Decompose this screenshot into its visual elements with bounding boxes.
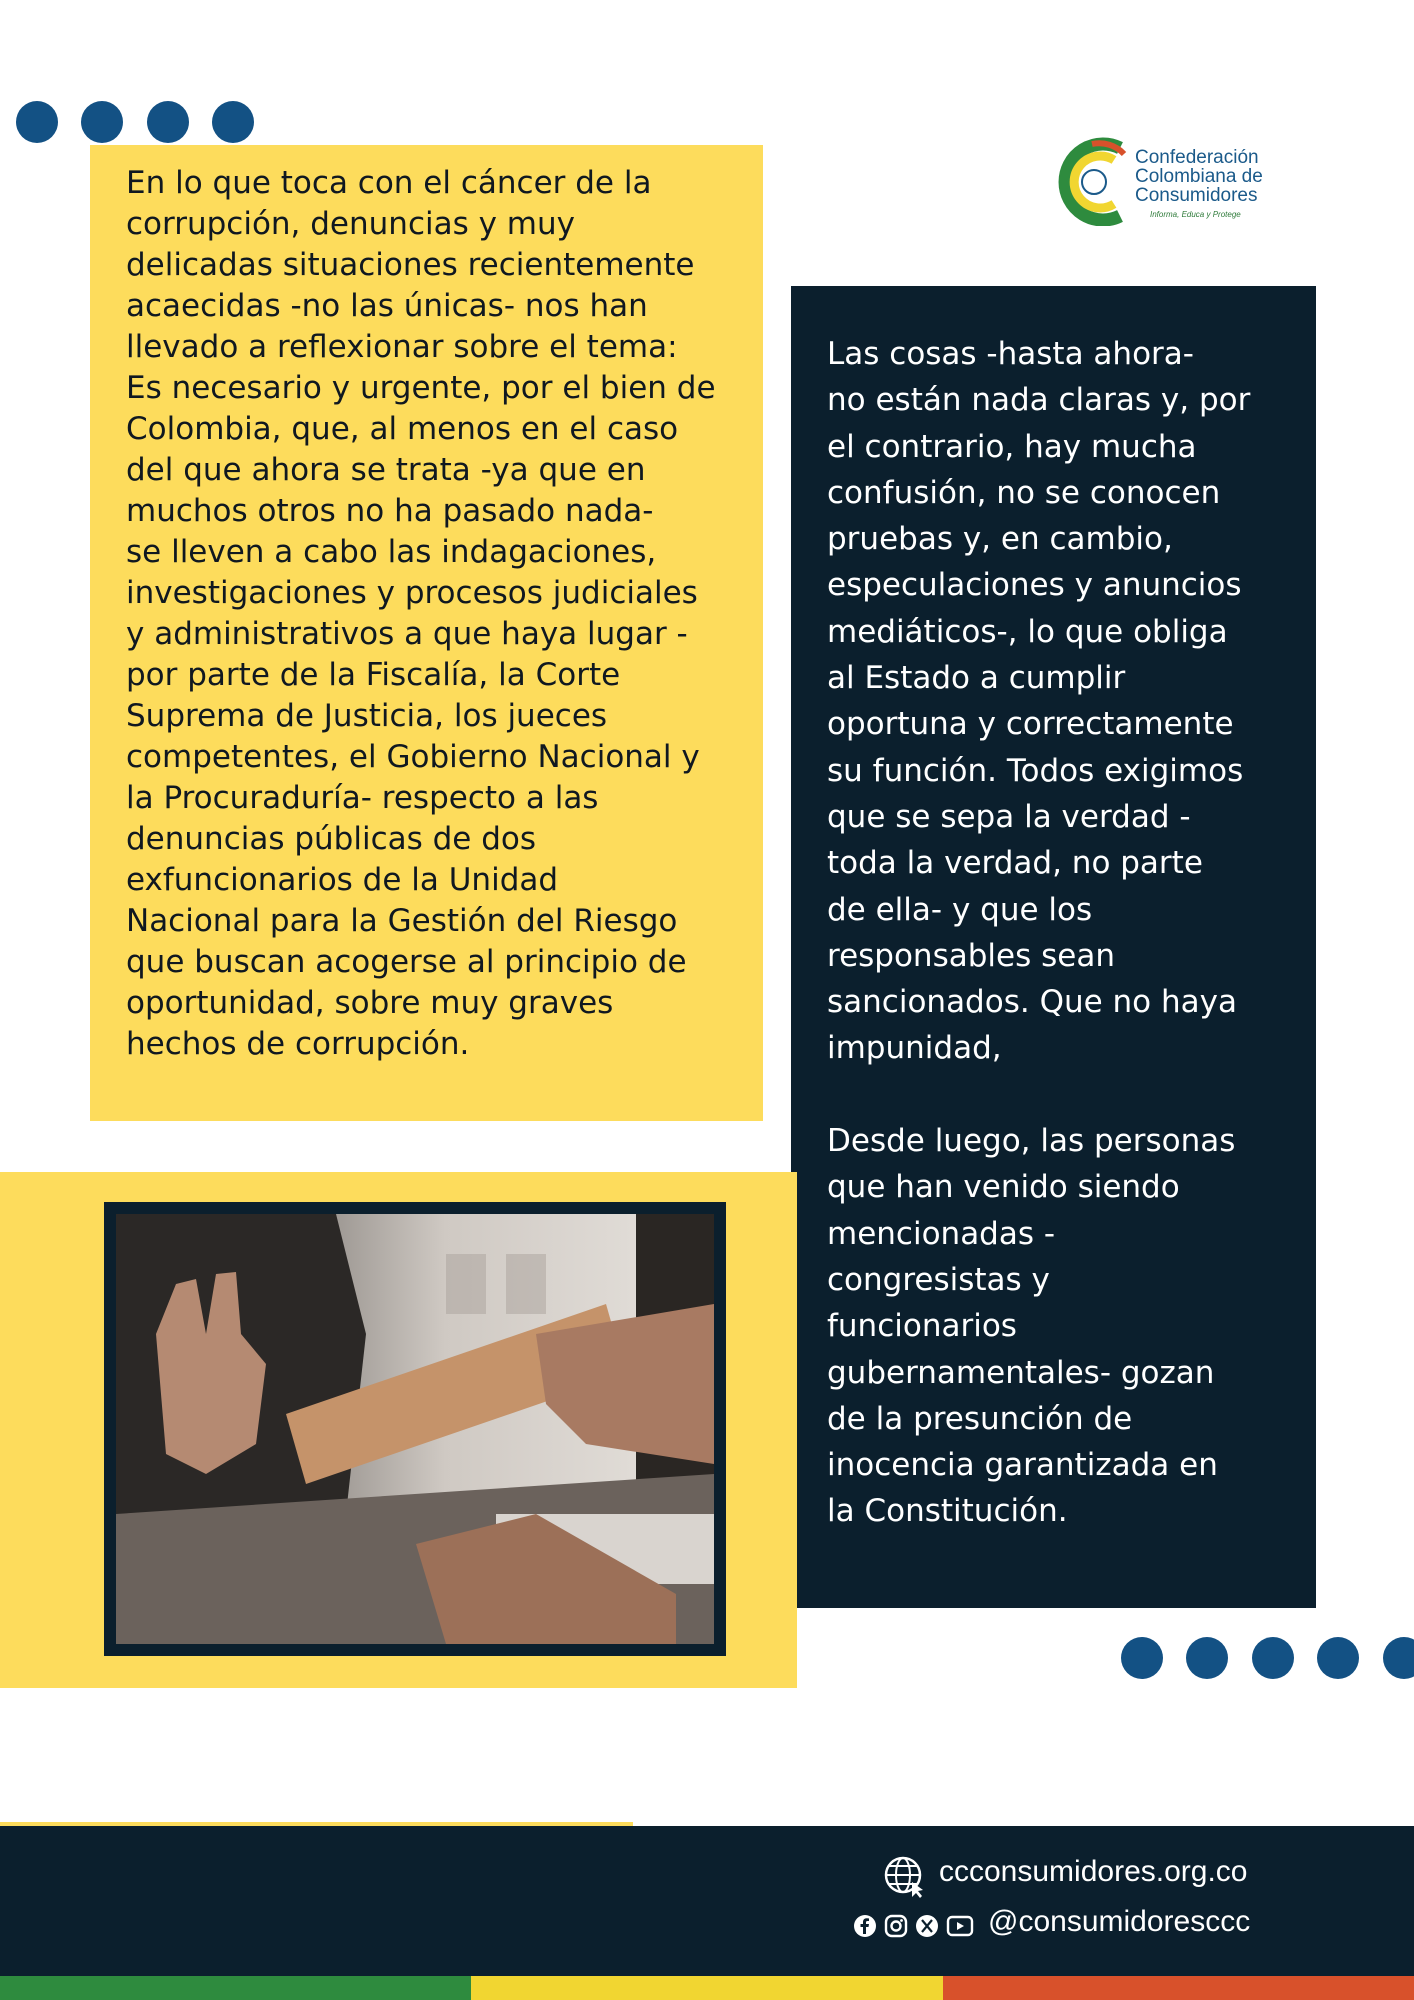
decor-dot <box>1186 1637 1228 1679</box>
logo-name: Confederación Colombiana de Consumidores <box>1135 147 1263 206</box>
left-paragraph: En lo que toca con el cáncer de la corrupción, denuncias y muy delicadas situaciones recientemente acaecidas -no las únicas- nos han llevado a reflexionar sobre el tema: Es necesario y urgente, por el bien de Colombia, que, al menos en el caso del que ahora se trata -ya que en muchos otros no ha pasado nada- se lleven a cabo las indagaciones, investigaciones y procesos judiciales y administrativos a que haya lugar - por parte de la Fiscalía, la Corte Suprema de Justicia, los jueces competentes, el Gobierno Nacional y la Procuraduría- respecto a las denuncias públicas de dos exfuncionarios de la Unidad Nacional para la Gestión del Riesgo que buscan acogerse al principio de oportunidad, sobre muy graves hechos de corrupción. <box>126 165 716 1062</box>
facebook-icon[interactable] <box>853 1914 877 1938</box>
right-paragraph-2: Desde luego, las personas que han venido siendo mencionadas - congresistas y funcionarios gubernamentales- gozan de la presunción de inocencia garantizada en la Constitución. <box>827 1123 1236 1530</box>
globe-icon <box>884 1856 926 1898</box>
youtube-icon[interactable] <box>946 1914 974 1938</box>
instagram-icon[interactable] <box>884 1914 908 1938</box>
footer <box>0 1826 1414 1976</box>
right-paragraph-1: Las cosas -hasta ahora- no están nada claras y, por el contrario, hay mucha confusión, no se conocen pruebas y, en cambio, especulaciones y anuncios mediáticos-, lo que obliga al Estado a cumplir oportuna y correctamente su función. Todos exigimos que se sepa la verdad - toda la verdad, no parte de ella- y que los responsables sean sancionados. Que no haya impunidad, <box>827 336 1251 1067</box>
decor-dot <box>1383 1637 1414 1679</box>
decor-dot <box>16 101 58 143</box>
decor-dot <box>1317 1637 1359 1679</box>
decor-dot <box>147 101 189 143</box>
decor-dot <box>1121 1637 1163 1679</box>
logo-mark-icon <box>1054 130 1134 226</box>
social-handle[interactable]: @consumidoresccc <box>988 1905 1251 1938</box>
x-icon[interactable] <box>915 1914 939 1938</box>
decor-dot <box>1252 1637 1294 1679</box>
logo <box>1054 130 1284 226</box>
website-link[interactable]: ccconsumidores.org.co <box>939 1855 1248 1888</box>
left-text-panel <box>90 145 763 1121</box>
bribe-photo <box>116 1214 714 1644</box>
right-text <box>827 331 1297 1535</box>
flag-stripes <box>0 1976 1414 2000</box>
stripe-yellow <box>471 1976 942 2000</box>
right-text-panel <box>791 286 1316 1608</box>
stripe-red <box>943 1976 1414 2000</box>
stripe-green <box>0 1976 471 2000</box>
image-frame <box>104 1202 726 1656</box>
logo-tagline: Informa, Educa y Protege <box>1150 210 1241 219</box>
decor-dot <box>81 101 123 143</box>
decor-dot <box>212 101 254 143</box>
